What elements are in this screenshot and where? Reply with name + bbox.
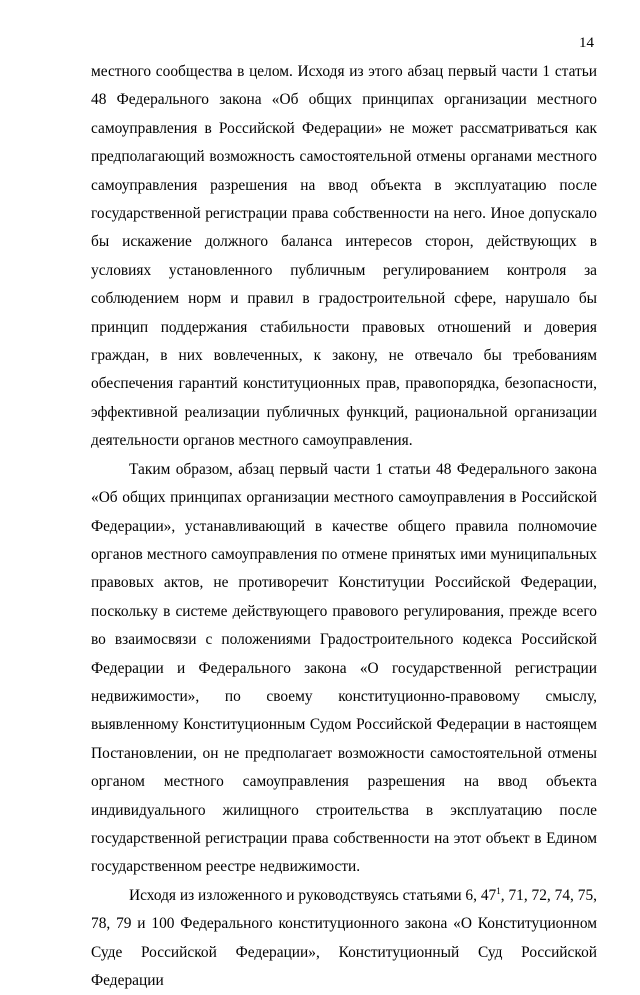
- paragraph-3-text-before: Исходя из изложенного и руководствуясь статьями 6, 47: [129, 886, 497, 904]
- paragraph-1: местного сообщества в целом. Исходя из этого абзац первый части 1 статьи 48 Федерального закона «Об общих принципах организации местного самоуправления в Российской Федерации» не может рассматриваться как предполагающий возможность самостоятельной отмены органами местного самоуправления разрешения на ввод объекта в эксплуатацию после государственной регистрации права собственности на него. Иное допускало бы искажение должного баланса интересов сторон, действующих в условиях установленного публичным регулированием контроля за соблюдением норм и правил в градостроительной сфере, нарушало бы принцип поддержания стабильности правовых отношений и доверия граждан, в них вовлеченных, к закону, не отвечало бы требованиям обеспечения гарантий конституционных прав, правопорядка, безопасности, эффективной реализации публичных функций, рациональной организации деятельности органов местного самоуправления.: [91, 63, 597, 450]
- article-superscript: 1: [496, 885, 501, 896]
- paragraph-3-text-after: , 71, 72, 74, 75, 78, 79 и 100 Федерального конституционного закона «О Конституционном Суде Российской Федерации», Конституционный Суд Российской Федерации: [91, 886, 597, 989]
- paragraph-2: Таким образом, абзац первый части 1 статьи 48 Федерального закона «Об общих принципах организации местного самоуправления в Российской Федерации», устанавливающий в качестве общего правила полномочие органов местного самоуправления по отмене принятых ими муниципальных правовых актов, не противоречит Конституции Российской Федерации, поскольку в системе действующего правового регулирования, прежде всего во взаимосвязи с положениями Градостроительного кодекса Российской Федерации и Федерального закона «О государственной регистрации недвижимости», по своему конституционно-правовому смыслу, выявленному Конституционным Судом Российской Федерации в настоящем Постановлении, он не предполагает возможности самостоятельной отмены органом местного самоуправления разрешения на ввод объекта индивидуального жилищного строительства в эксплуатацию после государственной регистрации права собственности на этот объект в Едином государственном реестре недвижимости.: [91, 460, 597, 876]
- document-body: [91, 58, 597, 995]
- page-number: 14: [579, 35, 594, 51]
- paragraph-3: [91, 882, 597, 995]
